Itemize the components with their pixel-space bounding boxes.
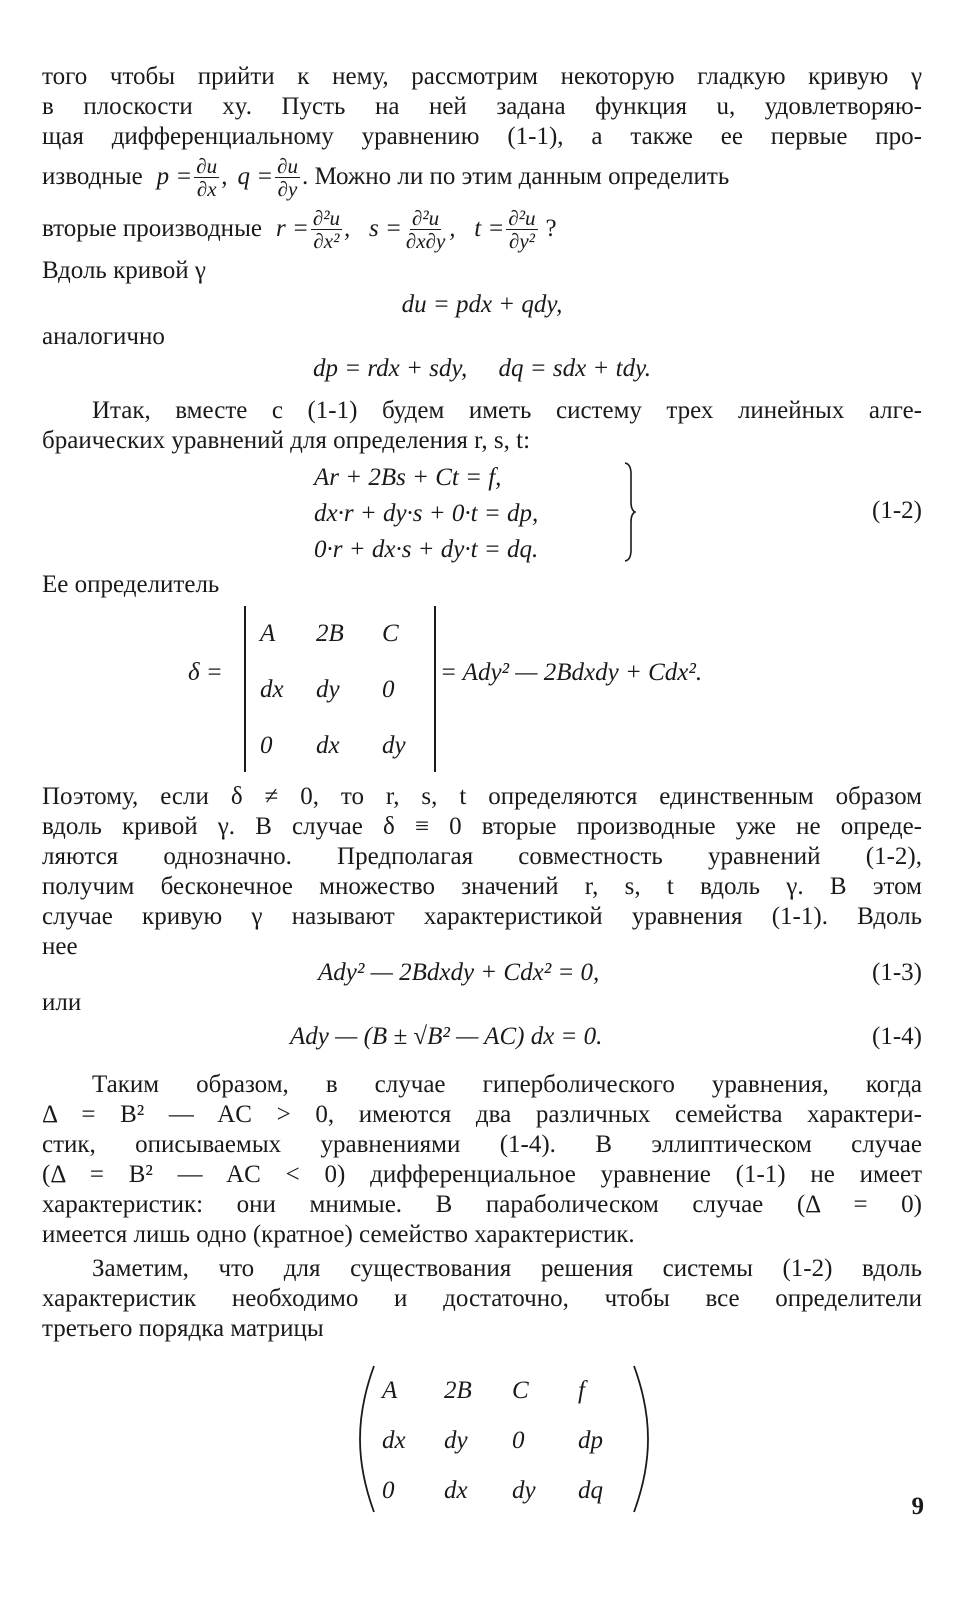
para1-line5 — [42, 202, 922, 256]
fraction-denominator: ∂y² — [508, 228, 535, 253]
para5-line1: Заметим, что для существования решения системы (1-2) вдоль — [92, 1255, 922, 1282]
para4-line6: имеется лишь одно (кратное) семейство характеристик. — [42, 1221, 635, 1248]
det-cell: dx — [260, 676, 284, 703]
determinant-result: = Ady² — 2Bdxdy + Cdx². — [440, 659, 703, 686]
equation-du: du = pdx + qdy, — [401, 291, 563, 318]
fraction-d2u-dx2 — [311, 207, 342, 252]
determinant-intro: Ее определитель — [42, 571, 220, 598]
para4-line4: (Δ = B² — AC < 0) дифференциальное уравнение (1-1) не имеет — [42, 1161, 922, 1188]
fraction-denominator: ∂y — [277, 176, 298, 201]
var-q: q = — [237, 163, 274, 190]
para4-line5: характеристик: они мнимые. В параболическом случае (Δ = 0) — [42, 1191, 922, 1218]
para1-line3: щая дифференциальному уравнению (1-1), а также ее первые про- — [42, 123, 922, 150]
matrix-cell: dy — [444, 1427, 468, 1454]
fraction-numerator: ∂²u — [312, 205, 341, 230]
matrix-grid — [382, 1366, 628, 1516]
det-cell: dy — [316, 676, 340, 703]
equation-1-4: Ady — (B ± √B² — AC) dx = 0. — [290, 1023, 603, 1050]
determinant-bar-left — [244, 606, 246, 772]
fraction-du-dx — [194, 155, 219, 200]
determinant-label: δ = — [188, 659, 223, 686]
equation-system-1-2 — [42, 460, 922, 568]
fraction-numerator: ∂u — [196, 153, 218, 178]
matrix-cell: dx — [444, 1477, 468, 1504]
equation-1-3: Ady² — 2Bdxdy + Cdx² = 0, — [318, 959, 600, 986]
det-cell: 0 — [260, 732, 273, 759]
equation-1-4-row — [42, 1022, 922, 1056]
matrix-cell: dp — [578, 1427, 603, 1454]
para3-line4: получим бесконечное множество значений r, s, t вдоль γ. В этом — [42, 873, 922, 900]
det-cell: 0 — [382, 676, 395, 703]
para1-line1: того чтобы прийти к нему, рассмотрим некоторую гладкую кривую γ — [42, 63, 922, 90]
para1-line2: в плоскости xy. Пусть на ней задана функция u, удовлетворяю- — [42, 93, 922, 120]
page-number: 9 — [911, 1493, 924, 1520]
matrix-cell: dy — [512, 1477, 536, 1504]
equation-number: (1-2) — [872, 497, 922, 524]
matrix — [42, 1364, 922, 1524]
left-parenthesis — [358, 1364, 376, 1514]
system-row: Ar + 2Bs + Ct = f, — [314, 464, 502, 491]
system-row: 0·r + dx·s + dy·t = dq. — [314, 536, 539, 563]
determinant — [42, 606, 922, 774]
var-t: , t = — [449, 215, 505, 242]
para5-line2: характеристик необходимо и достаточно, чтобы все определители — [42, 1285, 922, 1312]
equation-dp-dq: dp = rdx + sdy, dq = sdx + tdy. — [312, 355, 652, 382]
equation-number: (1-3) — [872, 959, 922, 986]
matrix-cell: 2B — [444, 1377, 472, 1404]
matrix-cell: C — [512, 1377, 529, 1404]
matrix-cell: 0 — [512, 1427, 525, 1454]
fraction-denominator: ∂x∂y — [405, 228, 446, 253]
along-curve-text: Вдоль кривой γ — [42, 257, 206, 284]
det-cell: 2B — [316, 620, 344, 647]
para2-line1: Итак, вместе с (1-1) будем иметь систему трех линейных алге- — [92, 397, 922, 424]
var-s: , s = — [344, 215, 402, 242]
right-brace — [624, 462, 636, 562]
det-cell: dy — [382, 732, 406, 759]
system-lines — [314, 460, 538, 568]
right-parenthesis — [632, 1364, 650, 1514]
system-row: dx·r + dy·s + 0·t = dp, — [314, 500, 539, 527]
text-fragment: . Можно ли по этим данным определить — [301, 163, 730, 190]
fraction-denominator: ∂x² — [313, 228, 340, 253]
matrix-cell: dq — [578, 1477, 603, 1504]
fraction-numerator: ∂²u — [411, 205, 440, 230]
para1-line4 — [42, 152, 922, 202]
equation-1-3-row — [42, 958, 922, 992]
text-fragment: изводные — [42, 163, 143, 190]
det-cell: C — [382, 620, 399, 647]
para3-line1: Поэтому, если δ ≠ 0, то r, s, t определяются единственным образом — [42, 783, 922, 810]
fraction-du-dy — [275, 155, 300, 200]
para4-line2: Δ = B² — AC > 0, имеются два различных семейства характери- — [42, 1101, 922, 1128]
matrix-cell: 0 — [382, 1477, 395, 1504]
para3-line6: нее — [42, 933, 78, 960]
determinant-bar-right — [434, 606, 436, 772]
para5-line3: третьего порядка матрицы — [42, 1315, 324, 1342]
fraction-denominator: ∂x — [196, 176, 217, 201]
question-mark: ? — [545, 215, 557, 242]
or-word: или — [42, 989, 82, 1016]
fraction-numerator: ∂²u — [508, 205, 536, 230]
matrix-cell: A — [382, 1377, 398, 1404]
var-r: r = — [275, 215, 309, 242]
para3-line3: ляются однозначно. Предполагая совместность уравнений (1-2), — [42, 843, 922, 870]
para4-line3: стик, описываемых уравнениями (1-4). В эллиптическом случае — [42, 1131, 922, 1158]
page-body — [42, 62, 922, 1524]
para4-line1: Таким образом, в случае гиперболического уравнения, когда — [92, 1071, 922, 1098]
similarly-text: аналогично — [42, 323, 165, 350]
fraction-numerator: ∂u — [277, 153, 298, 178]
para3-line2: вдоль кривой γ. В случае δ ≡ 0 вторые производные уже не опреде- — [42, 813, 922, 840]
determinant-grid — [260, 606, 442, 774]
matrix-cell: dx — [382, 1427, 406, 1454]
para3-line5: случае кривую γ называют характеристикой уравнения (1-1). Вдоль — [42, 903, 922, 930]
var-p: p = — [156, 163, 193, 190]
det-cell: dx — [316, 732, 340, 759]
equation-number: (1-4) — [872, 1023, 922, 1050]
fraction-d2u-dxdy — [404, 207, 447, 252]
det-cell: A — [260, 620, 276, 647]
text-fragment: вторые производные — [42, 215, 262, 242]
fraction-d2u-dy2 — [506, 207, 537, 252]
para2-line2: браических уравнений для определения r, s, t: — [42, 427, 531, 454]
comma: , — [221, 163, 228, 190]
matrix-cell: f — [578, 1377, 585, 1404]
